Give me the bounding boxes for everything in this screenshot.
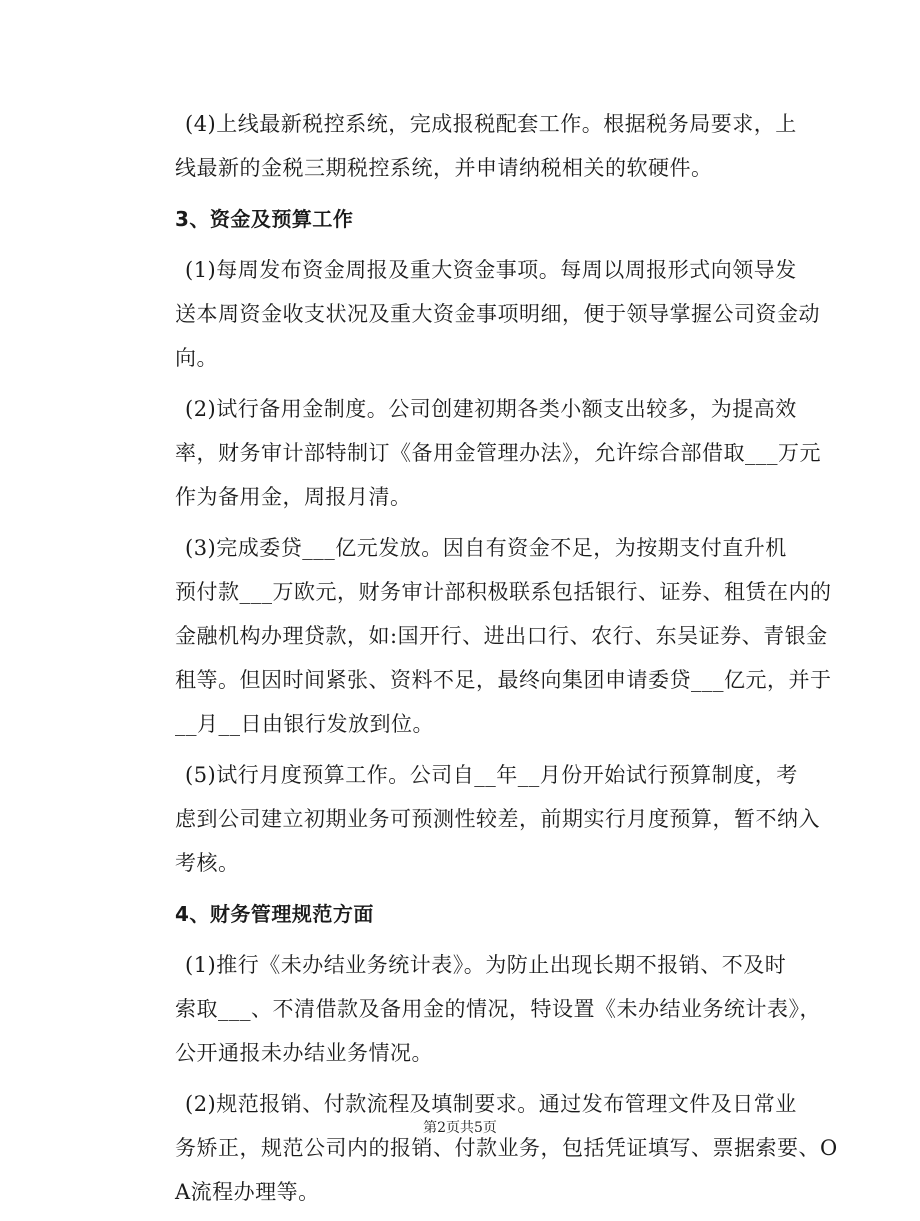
text-line: 虑到公司建立初期业务可预测性较差，前期实行月度预算，暂不纳入 (175, 807, 820, 831)
text-line: (1)推行《未办结业务统计表》。为防止出现长期不报销、不及时 (185, 953, 787, 977)
text-line: 率，财务审计部特制订《备用金管理办法》，允许综合部借取___万元 (175, 441, 821, 465)
text-line: 作为备用金，周报月清。 (175, 485, 412, 509)
text-line: 向。 (175, 346, 218, 370)
text-line: (5)试行月度预算工作。公司自__年__月份开始试行预算制度，考 (185, 763, 798, 787)
text-line: 公开通报未办结业务情况。 (175, 1041, 433, 1065)
text-line: __月__日由银行发放到位。 (175, 712, 434, 736)
section-heading-financial-standards: 4、财务管理规范方面 (175, 902, 374, 926)
section-heading-funds-budget: 3、资金及预算工作 (175, 207, 354, 231)
paragraph-monthly-budget (175, 753, 820, 885)
paragraph-tax-control (175, 102, 797, 190)
page-number-footer: 第2页共5页 (423, 1120, 497, 1136)
text-line: (2)试行备用金制度。公司创建初期各类小额支出较多，为提高效 (185, 397, 797, 421)
text-line: (1)每周发布资金周报及重大资金事项。每周以周报形式向领导发 (185, 258, 797, 282)
paragraph-reimbursement-process (175, 1082, 838, 1214)
text-line: (4)上线最新税控系统，完成报税配套工作。根据税务局要求，上 (185, 112, 797, 136)
paragraph-unsettled-items (175, 943, 821, 1075)
text-line: 租等。但因时间紧张、资料不足，最终向集团申请委贷___亿元，并于 (175, 668, 832, 692)
text-line: 索取___、不清借款及备用金的情况，特设置《未办结业务统计表》， (175, 997, 821, 1021)
text-line: (3)完成委贷___亿元发放。因自有资金不足，为按期支付直升机 (185, 536, 787, 560)
text-line: (2)规范报销、付款流程及填制要求。通过发布管理文件及日常业 (185, 1092, 797, 1116)
text-line: 务矫正，规范公司内的报销、付款业务，包括凭证填写、票据索要、O (175, 1136, 838, 1160)
paragraph-entrusted-loan (175, 526, 832, 746)
text-line: 线最新的金税三期税控系统，并申请纳税相关的软硬件。 (175, 156, 713, 180)
text-line: 预付款___万欧元，财务审计部积极联系包括银行、证券、租赁在内的 (175, 580, 832, 604)
paragraph-petty-cash (175, 387, 821, 519)
text-line: 考核。 (175, 851, 240, 875)
text-line: 金融机构办理贷款，如:国开行、进出口行、农行、东吴证券、青银金 (175, 624, 828, 648)
text-line: 送本周资金收支状况及重大资金事项明细，便于领导掌握公司资金动 (175, 302, 820, 326)
document-body (175, 102, 838, 1221)
paragraph-weekly-report (175, 248, 820, 380)
text-line: A流程办理等。 (175, 1180, 320, 1204)
